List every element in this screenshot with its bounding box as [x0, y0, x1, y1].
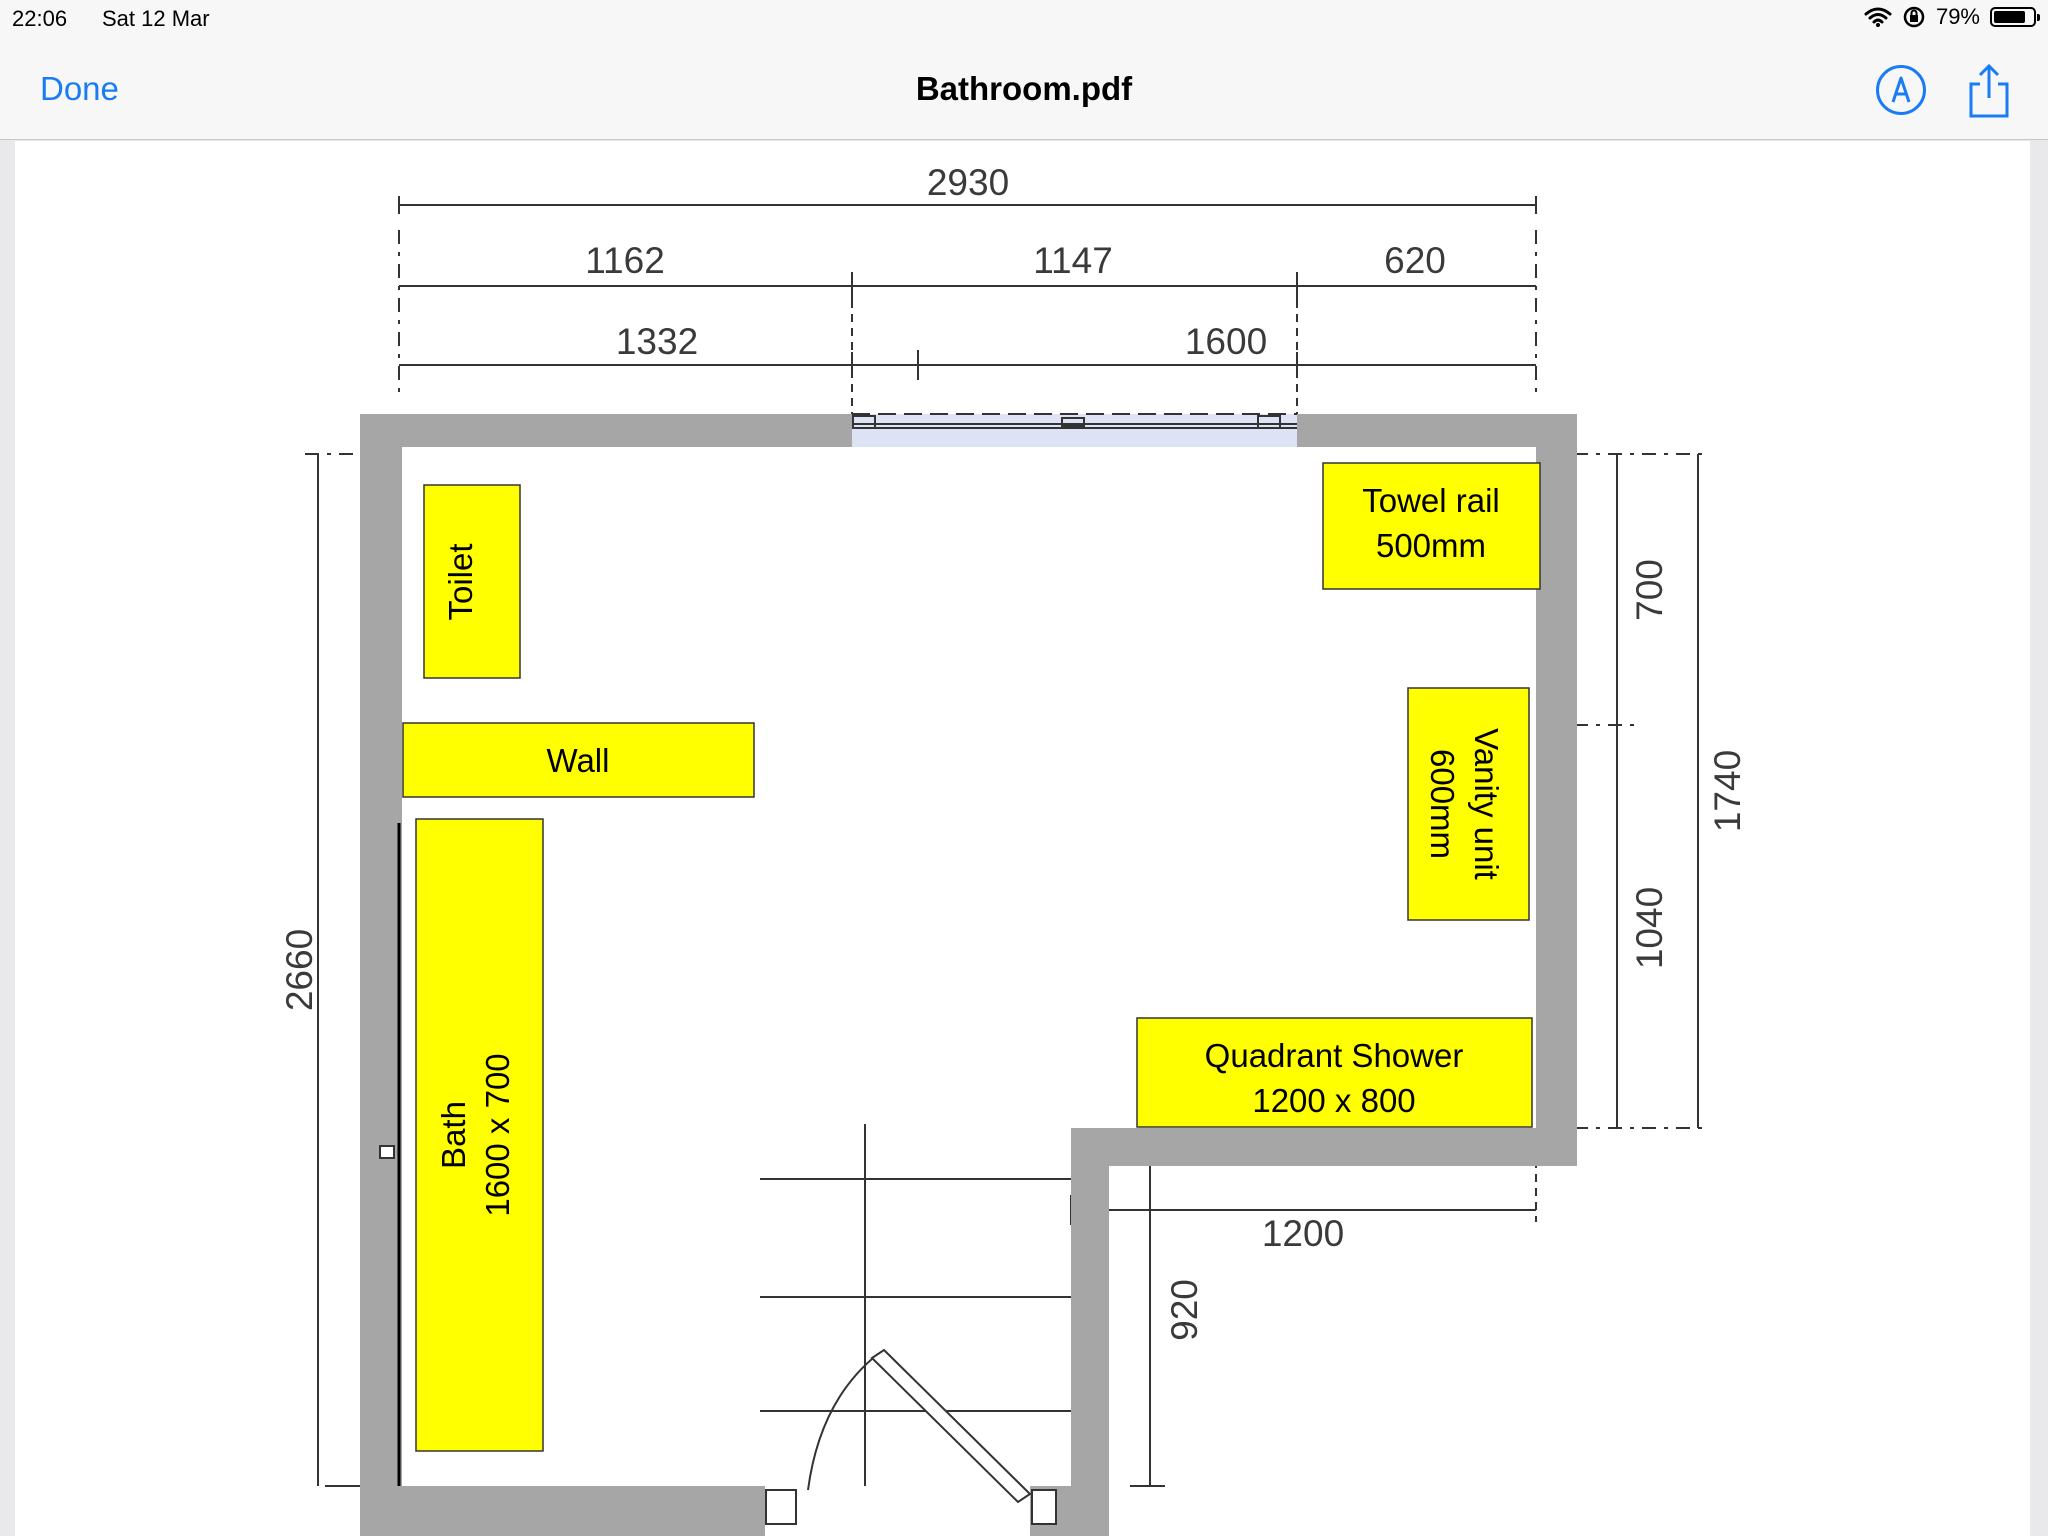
dim-bottom-right-height: 920	[1164, 1279, 1205, 1341]
done-button[interactable]: Done	[40, 70, 119, 107]
pdf-page[interactable]	[15, 141, 2030, 1536]
stairs	[760, 1124, 1071, 1486]
dim-left-height: 2660	[279, 928, 320, 1012]
window	[852, 414, 1297, 447]
wifi-icon	[1864, 6, 1892, 28]
towel-rail-label-line2: 500mm	[1375, 527, 1487, 564]
dim-right-upper: 700	[1629, 559, 1670, 621]
shower-label-line1: Quadrant Shower	[1204, 1037, 1464, 1074]
status-bar	[0, 0, 2048, 40]
dim-seg-top-2: 1147	[1033, 240, 1113, 281]
bath-label-line1: Bath	[435, 1101, 472, 1169]
wall-label: Wall	[546, 742, 610, 779]
share-icon	[1964, 62, 2014, 120]
door	[766, 1350, 1056, 1524]
battery-percent: 79%	[1935, 4, 1980, 29]
markup-pen-icon	[1879, 68, 1923, 112]
battery-icon	[1990, 7, 2036, 27]
document-title: Bathroom.pdf	[915, 70, 1133, 107]
bath-label-line2: 1600 x 700	[479, 1053, 516, 1217]
towel-rail-label-line1: Towel rail	[1362, 482, 1500, 519]
vanity-label-line1: Vanity unit	[1468, 728, 1505, 880]
toilet-label: Toilet	[442, 543, 479, 621]
nav-bar	[0, 40, 2048, 140]
fixture-labels	[435, 482, 1505, 1217]
dim-seg-top-3: 620	[1384, 240, 1446, 281]
dim-seg-mid-2: 1600	[1184, 321, 1268, 362]
fixtures	[403, 463, 1540, 1451]
status-right-group	[1864, 4, 2036, 30]
shower-label-line2: 1200 x 800	[1252, 1082, 1416, 1119]
dim-seg-mid-1: 1332	[615, 321, 699, 362]
dim-right-total: 1740	[1707, 749, 1748, 833]
dim-right-lower: 1040	[1629, 886, 1670, 970]
markup-button[interactable]	[1876, 65, 1926, 115]
dim-overall-width: 2930	[926, 162, 1010, 203]
vanity-label-line2: 600mm	[1424, 748, 1461, 860]
orientation-lock-icon	[1902, 5, 1926, 29]
share-button[interactable]	[1964, 62, 2014, 120]
status-time: 22:06	[12, 6, 68, 31]
floor-plan	[15, 141, 2030, 1536]
dim-seg-top-1: 1162	[585, 240, 665, 281]
status-date: Sat 12 Mar	[102, 6, 210, 31]
dim-bottom-right-width: 1200	[1261, 1213, 1345, 1254]
